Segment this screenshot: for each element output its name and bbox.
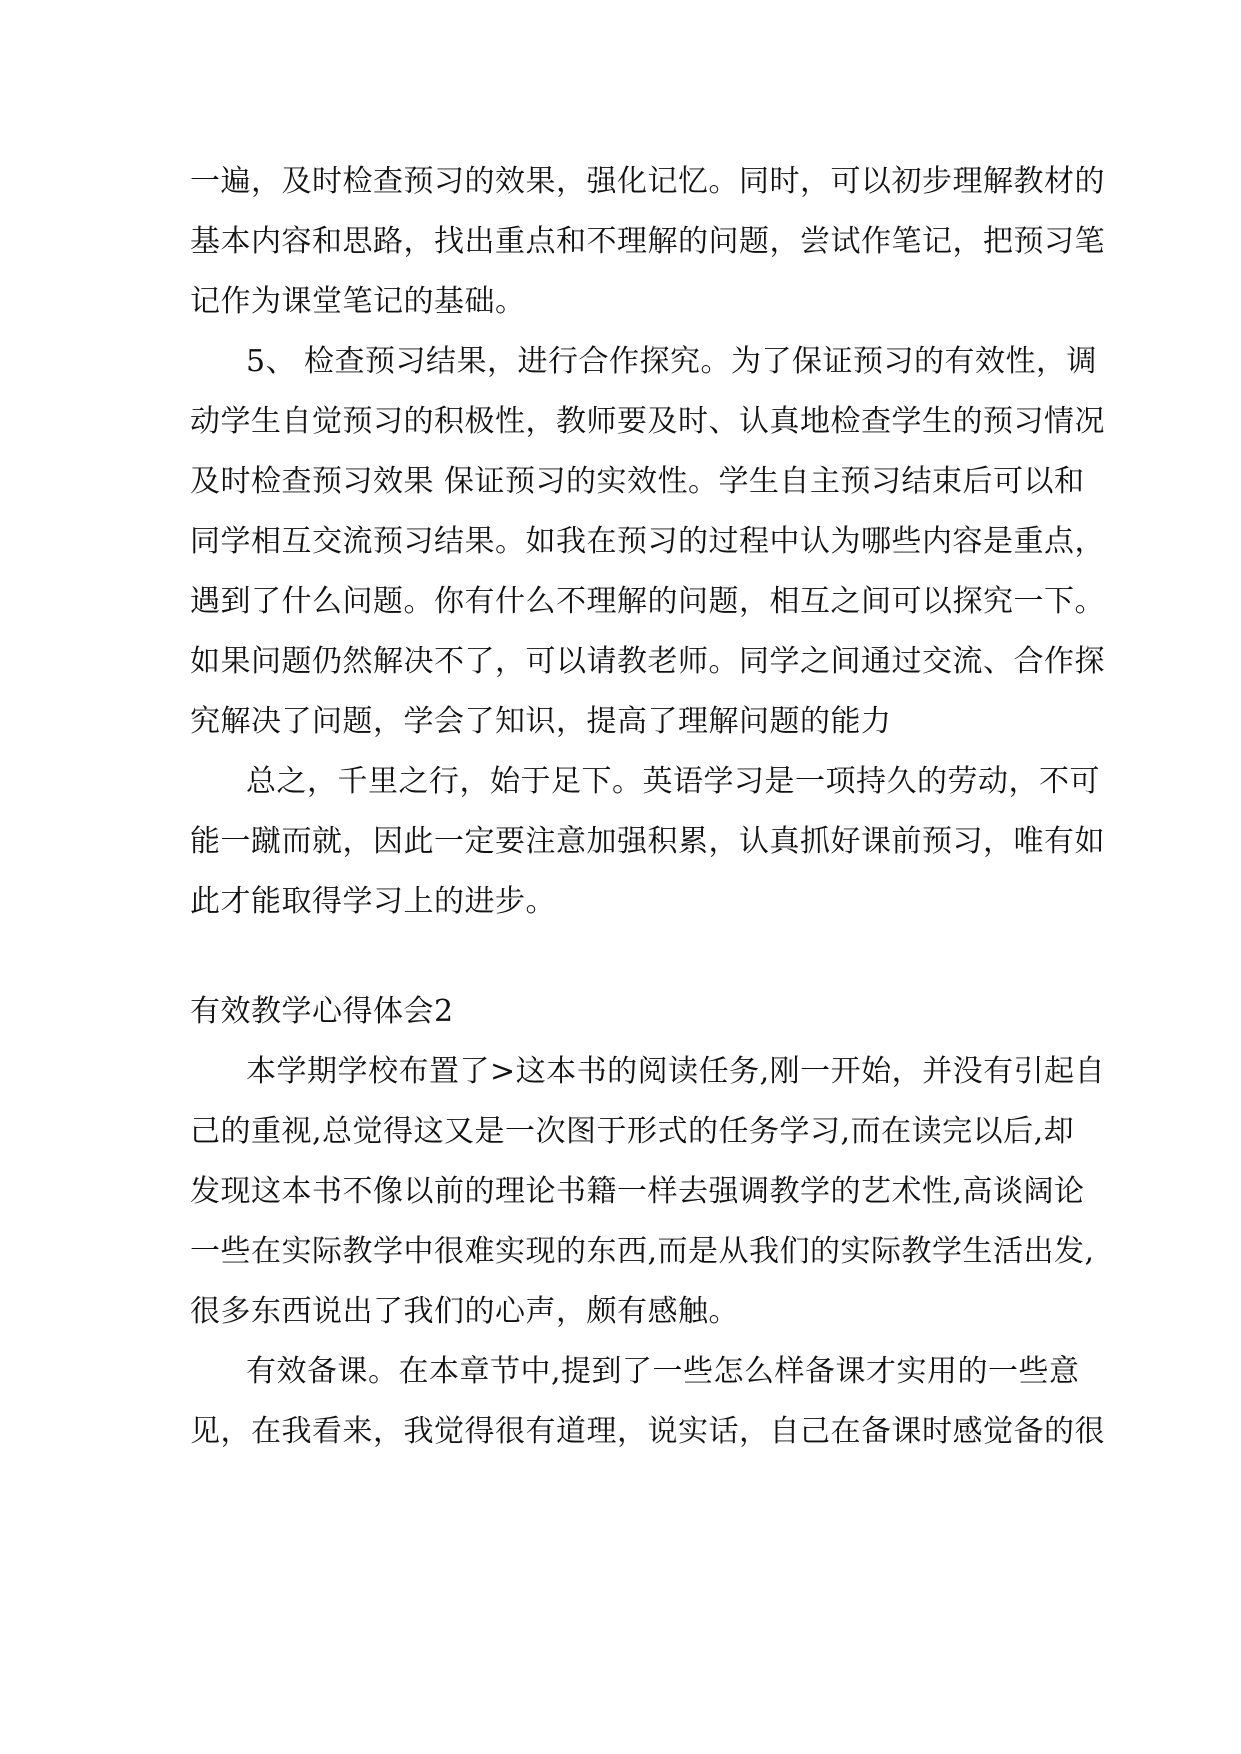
- paragraph-line: 有效备课。在本章节中,提到了一些怎么样备课才实用的一些意: [246, 1354, 1080, 1389]
- paragraph-line: 一些在实际教学中很难实现的东西,而是从我们的实际教学生活出发,: [190, 1234, 1095, 1269]
- paragraph-line: 己的重视,总觉得这又是一次图于形式的任务学习,而在读完以后,却: [190, 1114, 1075, 1149]
- item-number: 5、: [246, 344, 297, 379]
- section-title: 有效教学心得体会2: [190, 994, 454, 1029]
- paragraph-line: 遇到了什么问题。你有什么不理解的问题，相互之间可以探究一下。: [190, 584, 1105, 619]
- paragraph-line: 发现这本书不像以前的理论书籍一样去强调教学的艺术性,高谈阔论: [190, 1174, 1085, 1209]
- paragraph-line: 究解决了问题，学会了知识，提高了理解问题的能力: [190, 704, 892, 739]
- paragraph-line: 记作为课堂笔记的基础。: [190, 284, 526, 319]
- paragraph-line: 同学相互交流预习结果。如我在预习的过程中认为哪些内容是重点，: [190, 524, 1105, 559]
- paragraph-line: 能一蹴而就，因此一定要注意加强积累，认真抓好课前预习，唯有如: [190, 824, 1105, 859]
- paragraph-line: 基本内容和思路，找出重点和不理解的问题，尝试作笔记，把预习笔: [190, 224, 1105, 259]
- paragraph-text: 检查预习结果，进行合作探究。为了保证预习的有效性，调: [304, 344, 1097, 379]
- numbered-paragraph-line: [246, 342, 1097, 382]
- paragraph-line: 动学生自觉预习的积极性，教师要及时、认真地检查学生的预习情况: [190, 404, 1105, 439]
- paragraph-line: 此才能取得学习上的进步。: [190, 884, 556, 919]
- paragraph-line: 及时检查预习效果 保证预习的实效性。学生自主预习结束后可以和: [190, 464, 1085, 499]
- paragraph-line: 如果问题仍然解决不了，可以请教老师。同学之间通过交流、合作探: [190, 644, 1105, 679]
- paragraph-line: 总之，千里之行，始于足下。英语学习是一项持久的劳动，不可: [246, 764, 1100, 799]
- paragraph-line: 见，在我看来，我觉得很有道理，说实话，自己在备课时感觉备的很: [190, 1414, 1105, 1449]
- paragraph-line: 很多东西说出了我们的心声，颇有感触。: [190, 1294, 739, 1329]
- paragraph-line: 一遍，及时检查预习的效果，强化记忆。同时，可以初步理解教材的: [190, 164, 1105, 199]
- paragraph-line: 本学期学校布置了>这本书的阅读任务,刚一开始，并没有引起自: [246, 1054, 1106, 1089]
